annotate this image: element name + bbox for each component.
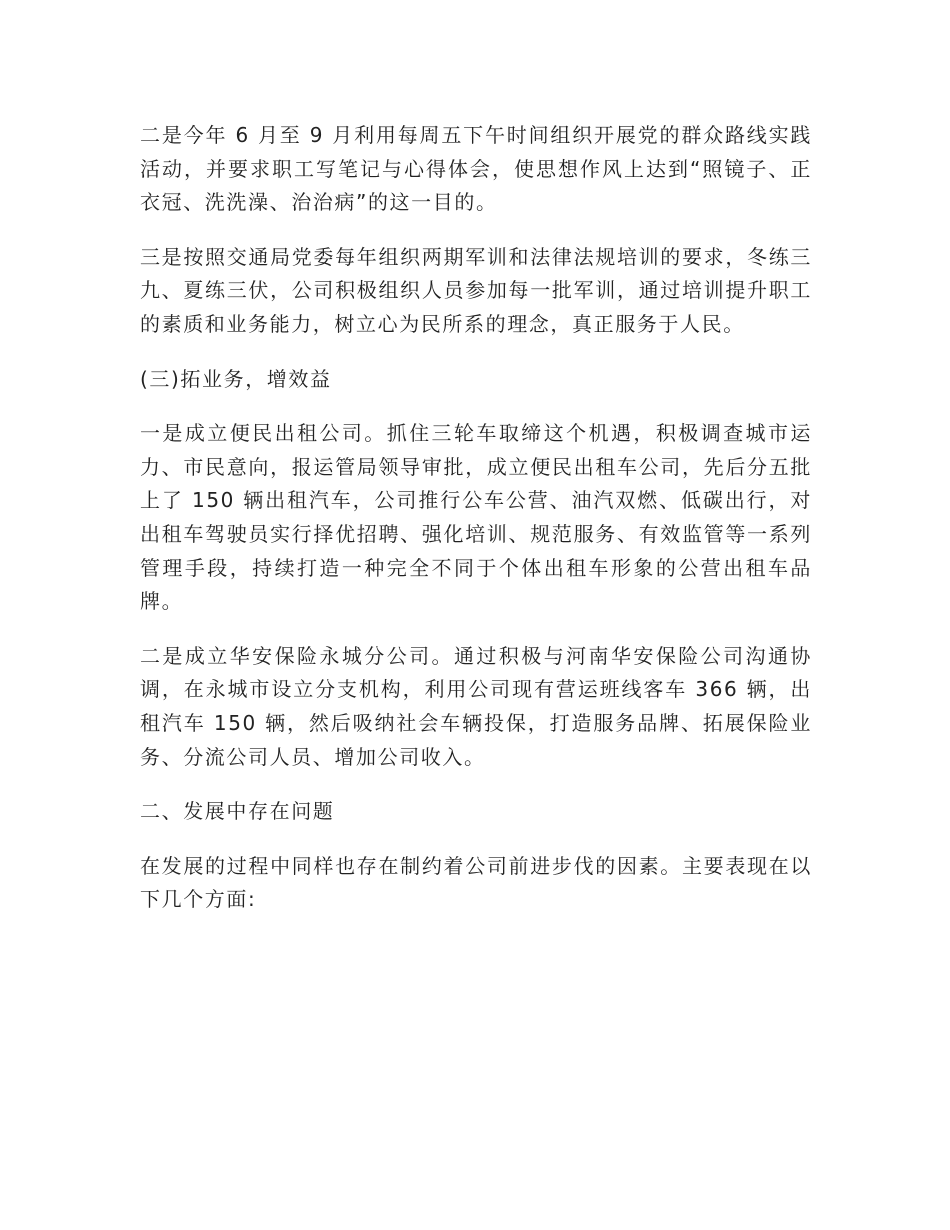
paragraph-military-training: 三是按照交通局党委每年组织两期军训和法律法规培训的要求，冬练三九、夏练三伏，公司积极组织人员参加每一批军训，通过培训提升职工的素质和业务能力，树立心为民所系的理念，真正服务于人民。 xyxy=(140,244,812,336)
section-heading-expand-business: (三)拓业务，增效益 xyxy=(140,366,332,391)
section-heading-problems: 二、发展中存在问题 xyxy=(140,799,335,824)
paragraph-taxi-company: 一是成立便民出租公司。抓住三轮车取缔这个机遇，积极调查城市运力、市民意向，报运管局领导审批，成立便民出租车公司，先后分五批上了 150 辆出租汽车，公司推行公车公营、油汽双燃、低碳出行，对出租车驾驶员实行择优招聘、强化培训、规范服务、有效监管等一系列管理手段，持续打造一种完全不同于个体出租车形象的公营出租车品牌。 xyxy=(140,421,812,614)
paragraph-insurance-branch: 二是成立华安保险永城分公司。通过积极与河南华安保险公司沟通协调，在永城市设立分支机构，利用公司现有营运班线客车 366 辆，出租汽车 150 辆，然后吸纳社会车辆投保，打造服务品牌、拓展保险业务、分流公司人员、增加公司收入。 xyxy=(140,643,812,769)
paragraph-problems-intro: 在发展的过程中同样也存在制约着公司前进步伐的因素。主要表现在以下几个方面: xyxy=(140,853,812,912)
document-page xyxy=(140,119,812,938)
paragraph-party-activities: 二是今年 6 月至 9 月利用每周五下午时间组织开展党的群众路线实践活动，并要求职工写笔记与心得体会，使思想作风上达到“照镜子、正衣冠、洗洗澡、治治病”的这一目的。 xyxy=(140,123,812,215)
